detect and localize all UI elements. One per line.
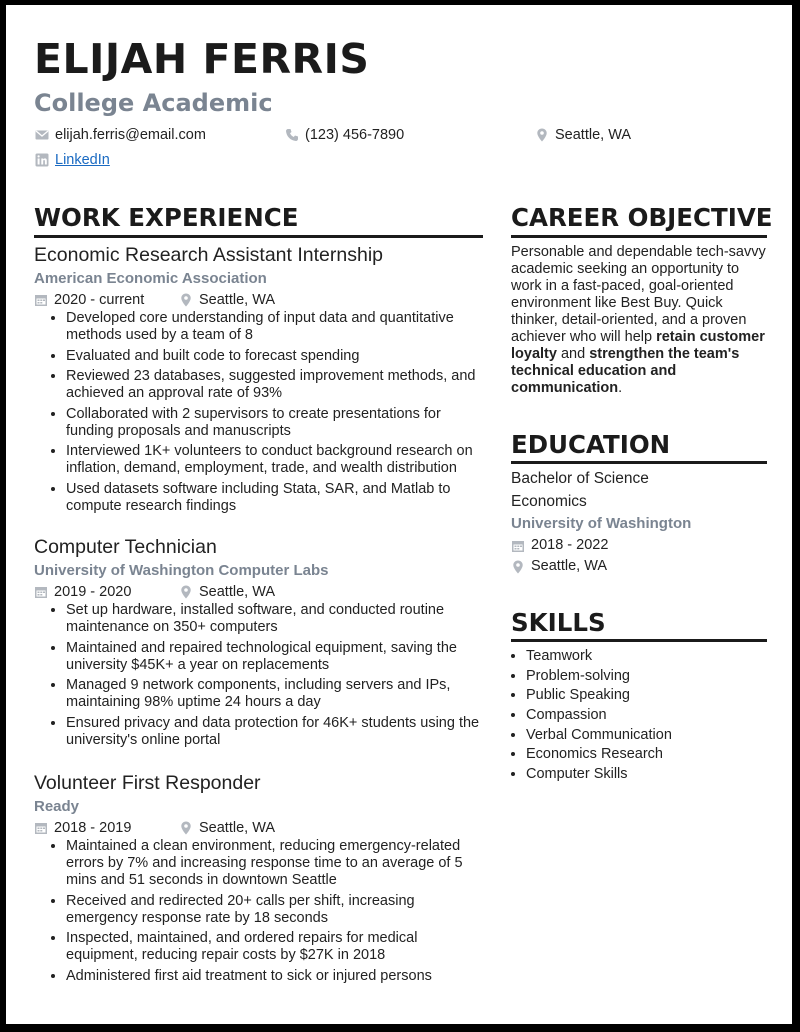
list-item: • Managed 9 network components, including servers and IPs, maintaining 98% uptime 24 hours a day xyxy=(66,677,484,711)
list-item: • Used datasets software including Stata, SAR, and Matlab to compute research findings xyxy=(66,481,484,515)
contact-phone xyxy=(285,127,404,143)
degree: Bachelor of Science xyxy=(511,470,649,487)
objective-text: Personable and dependable tech-savvy academic seeking an opportunity to work in a fast-paced, goal-oriented environment like Best Buy. Quick thinker, detail-oriented, and a proven achiever who will help retain customer loyalty and strengthen the team's technical education and communication. xyxy=(511,244,766,396)
skills-list xyxy=(511,648,784,786)
skill-item: • Computer Skills xyxy=(526,766,784,783)
calendar-icon xyxy=(34,585,48,599)
calendar-icon xyxy=(34,821,48,835)
job-title: Economic Research Assistant Internship xyxy=(34,244,384,266)
job-location: Seattle, WA xyxy=(199,292,276,308)
resume-page xyxy=(6,5,792,1024)
education-divider xyxy=(511,461,767,464)
job-dates: 2018 - 2019 xyxy=(54,820,132,836)
map-pin-icon xyxy=(179,821,193,835)
email-text: elijah.ferris@email.com xyxy=(55,127,206,143)
skill-item: • Public Speaking xyxy=(526,687,784,704)
job-entry-1 xyxy=(34,244,484,519)
list-item: • Inspected, maintained, and ordered repairs for medical equipment, reducing repair costs by $27K in 2018 xyxy=(66,930,484,964)
career-objective-heading: CAREER OBJECTIVE xyxy=(511,203,773,232)
job-entry-2 xyxy=(34,536,484,752)
job-entry-3 xyxy=(34,772,484,988)
school-name: University of Washington xyxy=(511,515,692,532)
candidate-name: ELIJAH FERRIS xyxy=(34,35,370,83)
list-item: • Collaborated with 2 supervisors to create presentations for funding proposals and manuscripts xyxy=(66,406,484,440)
job-bullets xyxy=(34,310,484,515)
list-item: • Set up hardware, installed software, and conducted routine maintenance on 350+ computers xyxy=(66,602,484,636)
calendar-icon xyxy=(34,293,48,307)
skill-item: • Problem-solving xyxy=(526,668,784,685)
job-location: Seattle, WA xyxy=(199,820,276,836)
education-location: Seattle, WA xyxy=(531,558,608,574)
education-dates: 2018 - 2022 xyxy=(531,537,609,553)
field-of-study: Economics xyxy=(511,492,587,510)
phone-icon xyxy=(285,128,299,142)
envelope-icon xyxy=(35,128,49,142)
list-item: • Maintained a clean environment, reducing emergency-related errors by 7% and increasing response time to an average of 5 mins and 51 seconds in downtown Seattle xyxy=(66,838,484,889)
job-bullets xyxy=(34,602,484,749)
job-title: Volunteer First Responder xyxy=(34,772,261,794)
skills-heading: SKILLS xyxy=(511,608,606,637)
list-item: • Ensured privacy and data protection for 46K+ students using the university's online portal xyxy=(66,715,484,749)
job-title: Computer Technician xyxy=(34,536,217,558)
skill-item: • Teamwork xyxy=(526,648,784,665)
list-item: • Interviewed 1K+ volunteers to conduct background research on inflation, demand, employment, trade, and wealth distribution xyxy=(66,443,484,477)
contact-linkedin[interactable] xyxy=(35,152,110,168)
job-org: American Economic Association xyxy=(34,270,267,287)
linkedin-link[interactable]: LinkedIn xyxy=(55,152,110,168)
job-location: Seattle, WA xyxy=(199,584,276,600)
contact-location xyxy=(535,127,631,143)
list-item: • Received and redirected 20+ calls per shift, increasing emergency response rate by 18 seconds xyxy=(66,893,484,927)
map-pin-icon xyxy=(179,585,193,599)
work-experience-heading: WORK EXPERIENCE xyxy=(34,203,299,232)
work-divider xyxy=(34,235,483,238)
contact-email xyxy=(35,127,206,143)
calendar-icon xyxy=(511,539,525,553)
objective-divider xyxy=(511,235,767,238)
linkedin-icon xyxy=(35,153,49,167)
list-item: • Maintained and repaired technological equipment, saving the university $45K+ a year on replacements xyxy=(66,640,484,674)
skill-item: • Economics Research xyxy=(526,746,784,763)
job-dates: 2019 - 2020 xyxy=(54,584,132,600)
map-pin-icon xyxy=(179,293,193,307)
education-heading: EDUCATION xyxy=(511,430,671,459)
job-dates: 2020 - current xyxy=(54,292,145,308)
map-pin-icon xyxy=(511,560,525,574)
job-org: Ready xyxy=(34,798,80,815)
list-item: • Developed core understanding of input data and quantitative methods used by a team of 8 xyxy=(66,310,484,344)
list-item: • Reviewed 23 databases, suggested improvement methods, and achieved an approval rate of 93% xyxy=(66,368,484,402)
phone-text: (123) 456-7890 xyxy=(305,127,405,143)
skill-item: • Compassion xyxy=(526,707,784,724)
list-item: • Evaluated and built code to forecast spending xyxy=(66,348,484,365)
list-item: • Administered first aid treatment to sick or injured persons xyxy=(66,968,484,985)
job-bullets xyxy=(34,838,484,985)
skill-item: • Verbal Communication xyxy=(526,727,784,744)
location-text: Seattle, WA xyxy=(555,127,632,143)
map-pin-icon xyxy=(535,128,549,142)
job-org: University of Washington Computer Labs xyxy=(34,562,329,579)
candidate-role: College Academic xyxy=(34,89,273,117)
education-entry xyxy=(511,468,769,577)
skills-divider xyxy=(511,639,767,642)
